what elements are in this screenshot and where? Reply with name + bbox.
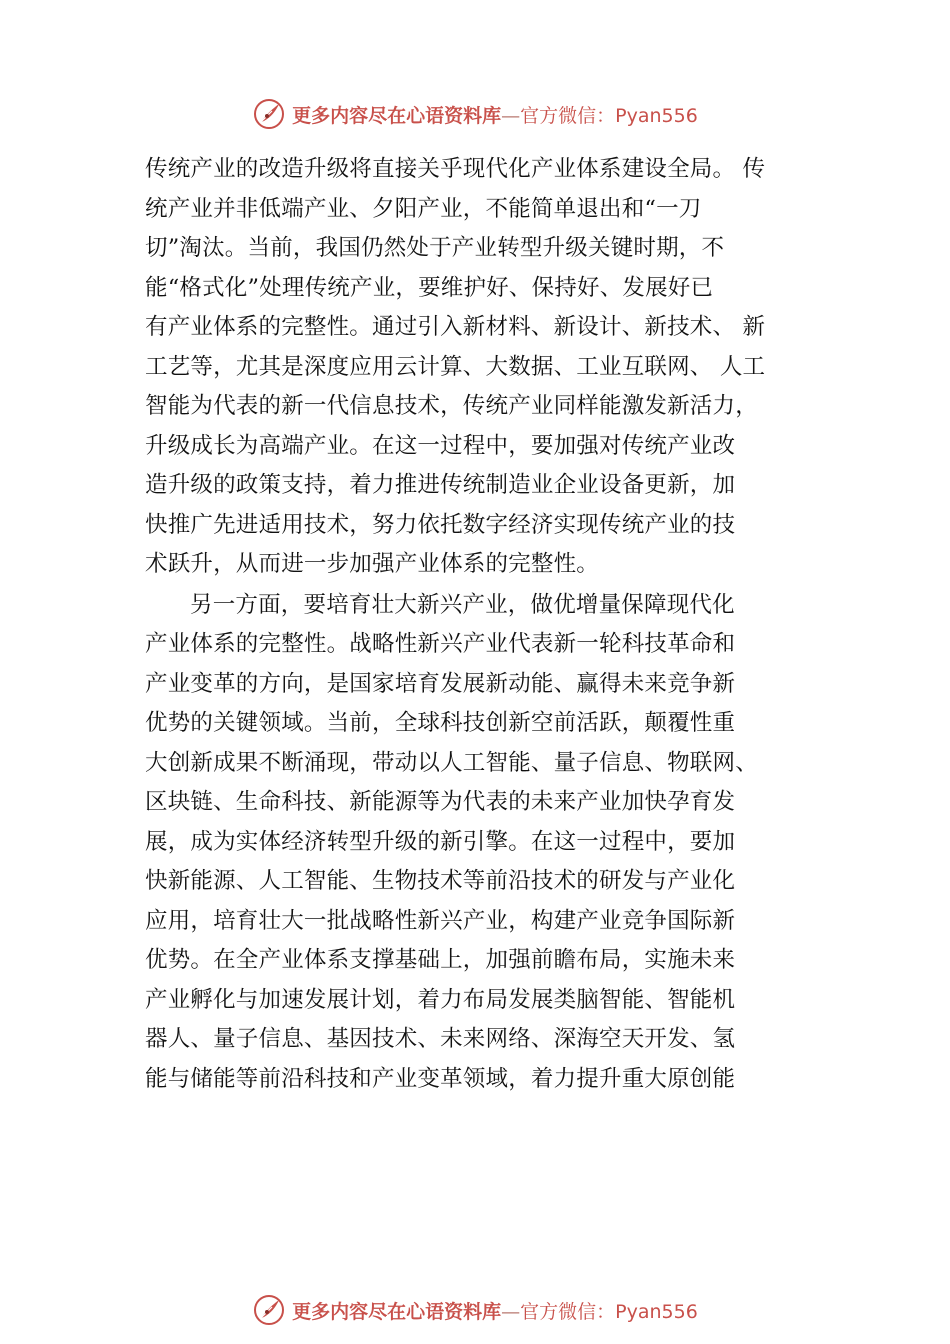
- body-line: 大创新成果不断涌现，带动以人工智能、量子信息、物联网、: [145, 749, 758, 776]
- body-line: 产业孵化与加速发展计划，着力布局发展类脑智能、智能机: [145, 986, 736, 1013]
- body-line: 快推广先进适用技术，努力依托数字经济实现传统产业的技: [145, 511, 736, 538]
- document-body: [145, 150, 815, 1099]
- paragraph-start-line: 另一方面，要培育壮大新兴产业，做优增量保障现代化: [190, 591, 735, 618]
- banner-dash: —: [501, 104, 521, 127]
- body-line: 工艺等，尤其是深度应用云计算、大数据、工业互联网、 人工: [145, 353, 766, 380]
- body-line: 升级成长为高端产业。在这一过程中，要加强对传统产业改: [145, 432, 736, 459]
- feather-pen-logo-icon: [252, 1293, 286, 1327]
- body-line: 能“格式化”处理传统产业，要维护好、保持好、发展好已: [145, 274, 714, 301]
- body-line: 有产业体系的完整性。通过引入新材料、新设计、新技术、 新: [145, 314, 766, 340]
- body-line: 快新能源、人工智能、生物技术等前沿技术的研发与产业化: [145, 868, 736, 894]
- body-line: 产业变革的方向，是国家培育发展新动能、赢得未来竞争新: [145, 670, 736, 697]
- body-line: 优势的关键领域。当前，全球科技创新空前活跃，颠覆性重: [145, 710, 736, 736]
- footer-banner: [0, 1290, 950, 1330]
- banner-lead-text: 更多内容尽在心语资料库: [292, 1300, 502, 1323]
- body-line: 优势。在全产业体系支撑基础上，加强前瞻布局，实施未来: [145, 947, 736, 973]
- body-line: 智能为代表的新一代信息技术，传统产业同样能激发新活力，: [145, 393, 758, 419]
- body-line: 术跃升，从而进一步加强产业体系的完整性。: [145, 551, 600, 577]
- banner-text: [292, 1297, 698, 1324]
- body-line: 器人、量子信息、基因技术、未来网络、深海空天开发、氢: [145, 1026, 736, 1052]
- body-line: 传统产业的改造升级将直接关乎现代化产业体系建设全局。 传: [145, 156, 766, 182]
- body-line: 统产业并非低端产业、夕阳产业，不能简单退出和“一刀: [145, 195, 702, 222]
- banner-lead-text: 更多内容尽在心语资料库: [292, 104, 502, 127]
- banner-dash: —: [501, 1300, 521, 1323]
- body-line: 区块链、生命科技、新能源等为代表的未来产业加快孕育发: [145, 789, 736, 815]
- feather-pen-logo-icon: [252, 97, 286, 131]
- body-line: 切”淘汰。当前，我国仍然处于产业转型升级关键时期，不: [145, 235, 725, 261]
- header-banner: [0, 94, 950, 134]
- body-line: 造升级的政策支持，着力推进传统制造业企业设备更新，加: [145, 472, 736, 498]
- body-line: 能与储能等前沿科技和产业变革领域，着力提升重大原创能: [145, 1065, 736, 1092]
- body-line: 产业体系的完整性。战略性新兴产业代表新一轮科技革命和: [145, 631, 736, 657]
- body-line: 应用，培育壮大一批战略性新兴产业，构建产业竞争国际新: [145, 907, 736, 934]
- body-line: 展，成为实体经济转型升级的新引擎。在这一过程中，要加: [145, 828, 736, 855]
- banner-text: [292, 101, 698, 128]
- banner-wechat-text: 官方微信：Pyan556: [520, 104, 698, 127]
- banner-wechat-text: 官方微信：Pyan556: [520, 1300, 698, 1323]
